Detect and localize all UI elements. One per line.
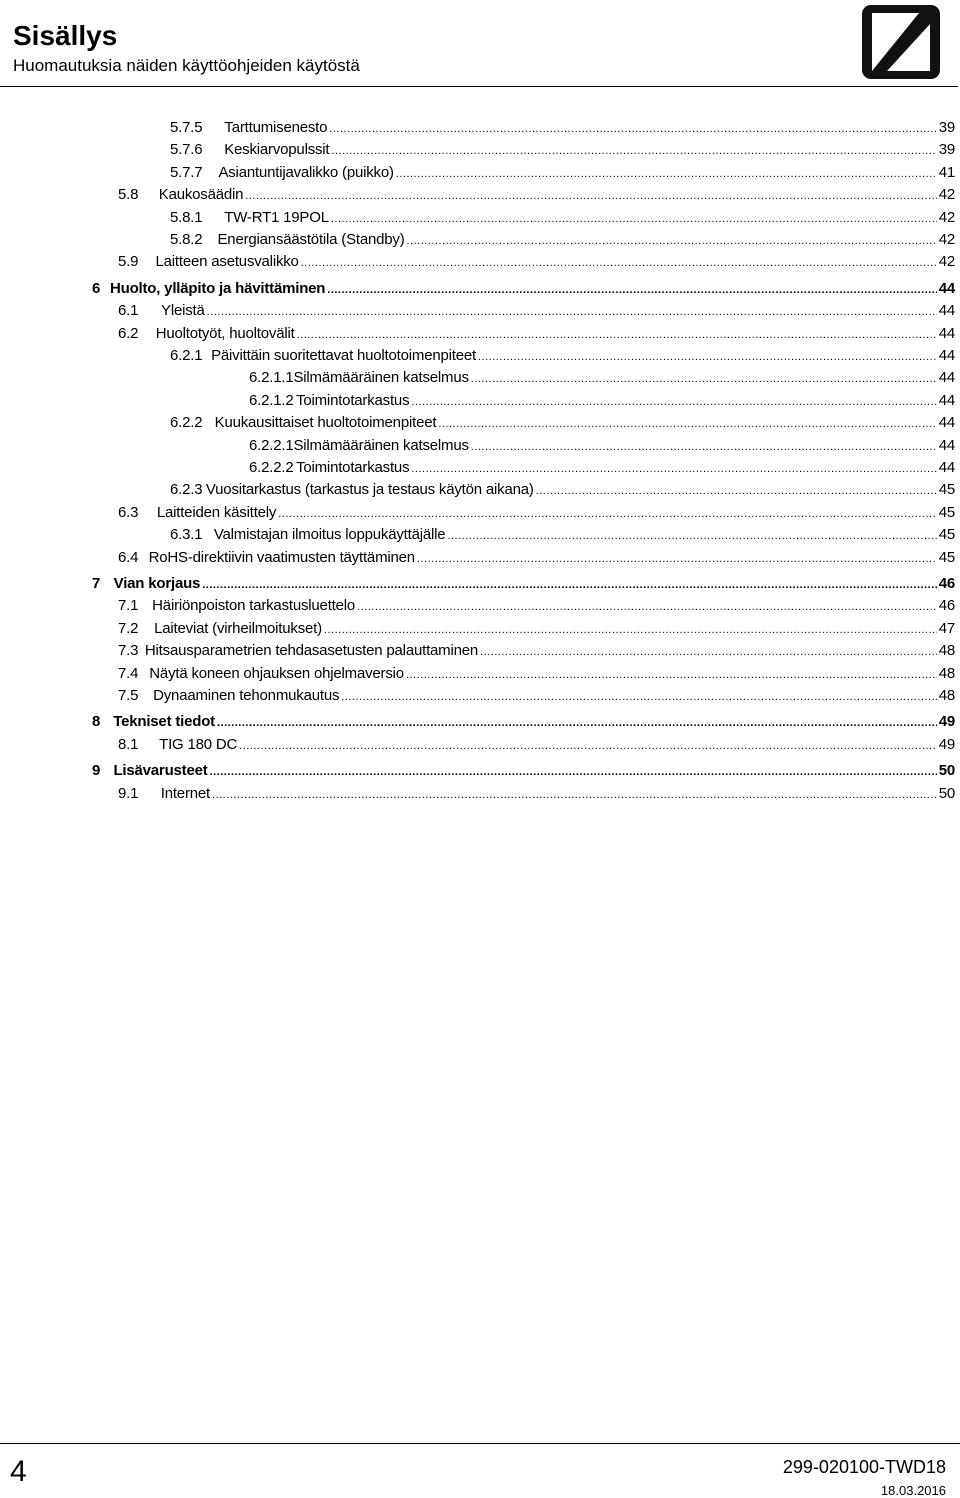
toc-entry-page: 44 xyxy=(938,414,955,432)
toc-entry-number: 7.4 xyxy=(118,664,139,682)
toc-entry-number: 5.7.6 xyxy=(170,141,203,159)
toc-entry-title: Energiansäästötila (Standby) xyxy=(217,231,405,248)
toc-entry-title: Hitsausparametrien tehdasasetusten palauttaminen xyxy=(144,642,479,660)
toc-entry[interactable] xyxy=(170,140,955,160)
toc-entry-leader xyxy=(341,687,936,707)
toc-entry-leader xyxy=(210,762,937,782)
toc-entry-number: 6.2 xyxy=(118,324,139,342)
toc-entry-page: 44 xyxy=(938,436,955,454)
page-subtitle: Huomautuksia näiden käyttöohjeiden käytöstä xyxy=(13,56,360,75)
toc-entry-leader xyxy=(478,347,937,367)
toc-entry-leader xyxy=(202,575,937,595)
toc-entry[interactable] xyxy=(118,252,955,272)
toc-entry-leader xyxy=(239,736,937,756)
toc-entry-page: 44 xyxy=(938,369,955,387)
toc-entry-leader xyxy=(471,369,937,389)
toc-entry[interactable] xyxy=(118,641,955,661)
toc-entry-title: TIG 180 DC xyxy=(159,735,238,753)
toc-entry-page: 42 xyxy=(938,253,955,271)
toc-entry[interactable] xyxy=(118,301,955,321)
toc-entry-page: 42 xyxy=(938,231,955,248)
toc-entry-title: Silmämääräinen katselmus xyxy=(293,369,469,387)
toc-entry-title: Laiteviat (virheilmoitukset) xyxy=(154,619,322,637)
toc-entry-page: 44 xyxy=(938,302,955,320)
toc-entry-leader xyxy=(411,392,936,412)
toc-entry-number: 5.7.7 xyxy=(170,163,203,181)
toc-entry-number: 6.2.2.1 xyxy=(249,436,294,454)
toc-entry[interactable] xyxy=(249,436,955,456)
toc-entry-number: 6 xyxy=(92,279,101,297)
toc-entry-number: 6.2.2.2 xyxy=(249,459,294,476)
toc-entry-leader xyxy=(471,437,937,457)
toc-entry-title: Näytä koneen ohjauksen ohjelmaversio xyxy=(149,664,404,682)
toc-entry-title: Lisävarusteet xyxy=(113,762,208,780)
toc-entry-page: 50 xyxy=(938,784,955,802)
toc-entry[interactable] xyxy=(92,574,955,594)
toc-entry-leader xyxy=(407,231,937,251)
toc-entry-page: 39 xyxy=(938,119,955,136)
toc-entry-leader xyxy=(480,642,937,662)
toc-entry-number: 6.1 xyxy=(118,302,139,320)
page-title: Sisällys xyxy=(13,20,118,51)
toc-entry-title: RoHS-direktiivin vaatimusten täyttäminen xyxy=(148,548,415,566)
toc-entry-leader xyxy=(536,481,937,501)
toc-entry-page: 45 xyxy=(938,503,955,521)
toc-entry-leader xyxy=(438,414,936,434)
toc-entry-page: 47 xyxy=(938,619,955,637)
toc-entry-number: 5.8.1 xyxy=(170,208,203,226)
toc-entry-leader xyxy=(278,504,936,524)
toc-entry-title: Kaukosäädin xyxy=(158,186,244,204)
toc-entry[interactable] xyxy=(170,118,955,138)
toc-entry-leader xyxy=(212,785,937,805)
toc-entry-number: 5.8.2 xyxy=(170,231,203,248)
toc-entry-leader xyxy=(327,280,936,300)
toc-entry-title: Laitteiden käsittely xyxy=(156,503,277,521)
toc-entry-title: Silmämääräinen katselmus xyxy=(293,436,469,454)
page-number: 4 xyxy=(10,1455,27,1488)
header-divider xyxy=(0,86,958,87)
toc-entry[interactable] xyxy=(249,391,955,411)
toc-entry-number: 6.2.1.2 xyxy=(249,391,294,409)
toc-entry-title: Vian korjaus xyxy=(113,575,201,592)
toc-entry-number: 8 xyxy=(92,713,101,731)
toc-entry-title: Internet xyxy=(160,784,211,802)
toc-entry-leader xyxy=(411,459,936,479)
toc-entry-page: 42 xyxy=(938,208,955,226)
toc-entry-leader xyxy=(217,713,937,733)
footer-divider xyxy=(0,1443,960,1444)
toc-entry-leader xyxy=(301,253,937,273)
toc-entry[interactable] xyxy=(118,185,955,205)
toc-entry-number: 6.2.2 xyxy=(170,414,203,432)
page-header xyxy=(0,0,960,96)
toc-entry[interactable] xyxy=(118,548,955,568)
toc-entry-number: 8.1 xyxy=(118,735,139,753)
toc-entry-title: Häiriönpoiston tarkastusluettelo xyxy=(152,597,356,615)
toc-entry[interactable] xyxy=(170,208,955,228)
toc-entry-number: 7.3 xyxy=(118,642,139,660)
toc-entry-number: 6.2.1.1 xyxy=(249,369,294,387)
toc-entry-page: 46 xyxy=(938,575,955,592)
document-date: 18.03.2016 xyxy=(880,1483,946,1498)
toc-entry-title: Huoltotyöt, huoltovälit xyxy=(155,324,295,342)
toc-entry[interactable] xyxy=(170,163,955,183)
toc-entry-number: 6.3 xyxy=(118,503,139,521)
toc-entry[interactable] xyxy=(92,279,955,299)
toc-entry-page: 42 xyxy=(938,186,955,204)
toc-entry-page: 46 xyxy=(938,597,955,615)
toc-entry-title: Asiantuntijavalikko (puikko) xyxy=(218,163,394,181)
toc-entry-number: 5.9 xyxy=(118,253,139,271)
toc-entry-leader xyxy=(331,141,936,161)
toc-entry-page: 41 xyxy=(938,163,955,181)
toc-entry-page: 44 xyxy=(938,324,955,342)
toc-entry-title: Laitteen asetusvalikko xyxy=(155,253,299,271)
toc-entry-page: 44 xyxy=(938,347,955,364)
toc-entry[interactable] xyxy=(92,712,955,732)
toc-entry-number: 6.2.3 xyxy=(170,481,203,499)
toc-entry-title: Valmistajan ilmoitus loppukäyttäjälle xyxy=(213,526,446,544)
toc-entry[interactable] xyxy=(249,458,955,478)
toc-entry-leader xyxy=(297,325,937,345)
toc-entry[interactable] xyxy=(118,503,955,523)
toc-entry-leader xyxy=(245,186,936,206)
toc-entry-page: 49 xyxy=(938,713,955,731)
toc-entry[interactable] xyxy=(170,480,955,500)
toc-entry-title: Tarttumisenesto xyxy=(224,119,328,136)
toc-entry-title: Huolto, ylläpito ja hävittäminen xyxy=(109,279,326,297)
toc-entry-title: Tekniset tiedot xyxy=(113,713,215,731)
toc-entry-leader xyxy=(406,665,937,685)
toc-entry-title: TW-RT1 19POL xyxy=(224,208,329,226)
toc-entry[interactable] xyxy=(249,368,955,388)
toc-entry[interactable] xyxy=(170,413,955,433)
toc-entry-title: Dynaaminen tehonmukautus xyxy=(153,687,340,704)
toc-entry-title: Yleistä xyxy=(161,302,205,320)
toc-entry-leader xyxy=(324,620,937,640)
toc-entry[interactable] xyxy=(170,230,955,250)
toc-entry-page: 44 xyxy=(938,279,955,297)
toc-entry-title: Toimintotarkastus xyxy=(296,391,410,409)
toc-entry-number: 7.5 xyxy=(118,687,139,704)
toc-entry[interactable] xyxy=(118,324,955,344)
toc-entry-number: 5.7.5 xyxy=(170,119,203,136)
toc-entry-leader xyxy=(447,526,936,546)
toc-entry[interactable] xyxy=(118,664,955,684)
toc-entry[interactable] xyxy=(118,784,955,804)
toc-entry-number: 6.2.1 xyxy=(170,347,203,364)
toc-entry-leader xyxy=(331,209,937,229)
toc-entry-title: Päivittäin suoritettavat huoltotoimenpiteet xyxy=(211,347,476,364)
toc-entry[interactable] xyxy=(118,735,955,755)
toc-entry-page: 48 xyxy=(938,642,955,660)
toc-entry-number: 7.1 xyxy=(118,597,139,615)
toc-entry-page: 48 xyxy=(938,664,955,682)
toc-entry-leader xyxy=(357,597,937,617)
toc-entry-leader xyxy=(207,302,937,322)
toc-entry-number: 7.2 xyxy=(118,619,139,637)
toc-entry-page: 49 xyxy=(938,735,955,753)
toc-entry[interactable] xyxy=(118,686,955,706)
toc-entry-page: 45 xyxy=(938,526,955,544)
toc-entry-leader xyxy=(417,549,937,569)
toc-entry-number: 9 xyxy=(92,762,101,780)
toc-entry-number: 6.3.1 xyxy=(170,526,203,544)
toc-entry[interactable] xyxy=(92,761,955,781)
toc-entry-number: 6.4 xyxy=(118,548,139,566)
toc-entry-leader xyxy=(329,119,936,139)
toc-entry-number: 5.8 xyxy=(118,186,139,204)
toc-entry-title: Toimintotarkastus xyxy=(296,459,410,476)
toc-entry-number: 9.1 xyxy=(118,784,139,802)
toc-entry[interactable] xyxy=(170,346,955,366)
toc-entry-title: Keskiarvopulssit xyxy=(224,141,330,159)
toc-entry[interactable] xyxy=(170,525,955,545)
toc-entry-title: Kuukausittaiset huoltotoimenpiteet xyxy=(214,414,437,432)
toc-entry-page: 50 xyxy=(938,762,955,780)
toc-entry-title: Vuositarkastus (tarkastus ja testaus käytön aikana) xyxy=(205,481,534,499)
toc-entry[interactable] xyxy=(118,596,955,616)
toc-entry-page: 45 xyxy=(938,481,955,499)
toc-entry-leader xyxy=(396,164,937,184)
toc-entry-page: 44 xyxy=(938,459,955,476)
toc-entry-page: 39 xyxy=(938,141,955,159)
toc-entry-page: 48 xyxy=(938,687,955,704)
toc-entry-page: 44 xyxy=(938,391,955,409)
toc-entry-page: 45 xyxy=(938,548,955,566)
toc-entry[interactable] xyxy=(118,619,955,639)
brand-logo-icon xyxy=(859,2,943,82)
document-number: 299-020100-TWD18 xyxy=(782,1457,946,1477)
toc-entry-number: 7 xyxy=(92,575,101,592)
